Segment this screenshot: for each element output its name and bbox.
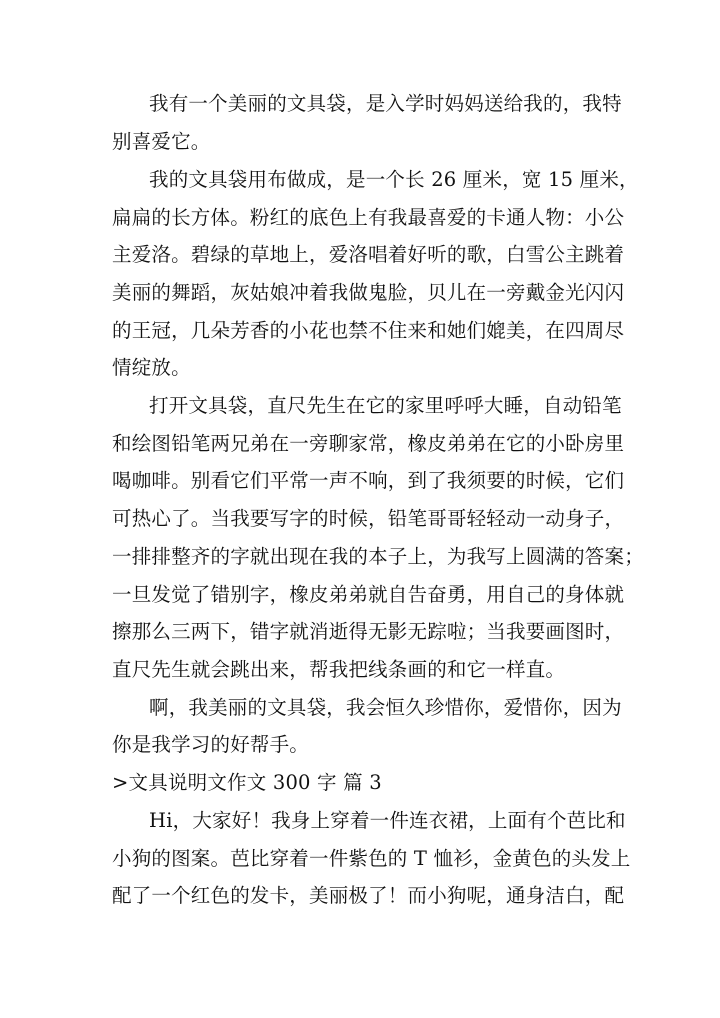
paragraph-3-line-8: 直尺先生就会跳出来，帮我把线条画的和它一样直。 [112, 658, 566, 681]
paragraph-5-line-2: 小狗的图案。芭比穿着一件紫色的 T 恤衫，金黄色的头发上 [112, 847, 631, 870]
paragraph-2-line-3: 主爱洛。碧绿的草地上，爱洛唱着好听的歌，白雪公主跳着 [112, 243, 625, 266]
paragraph-1-line-2: 别喜爱它。 [112, 130, 211, 153]
paragraph-3-line-3: 喝咖啡。别看它们平常一声不响，到了我须要的时候，它们 [112, 469, 625, 492]
paragraph-2-line-2: 扁扁的长方体。粉红的底色上有我最喜爱的卡通人物：小公 [112, 206, 625, 229]
section-heading: >文具说明文作文 300 字 篇 3 [112, 771, 382, 794]
paragraph-2-line-6: 情绽放。 [112, 356, 191, 379]
paragraph-2-line-5: 的王冠，几朵芳香的小花也禁不住来和她们媲美，在四周尽 [112, 319, 625, 342]
paragraph-5-line-1: Hi，大家好！我身上穿着一件连衣裙，上面有个芭比和 [149, 809, 626, 832]
paragraph-2-line-1: 我的文具袋用布做成，是一个长 26 厘米，宽 15 厘米， [149, 168, 639, 191]
paragraph-3-line-7: 擦那么三两下，错字就消逝得无影无踪啦；当我要画图时， [112, 620, 625, 643]
paragraph-3-line-1: 打开文具袋，直尺先生在它的家里呼呼大睡，自动铅笔 [149, 394, 622, 417]
paragraph-3-line-2: 和绘图铅笔两兄弟在一旁聊家常，橡皮弟弟在它的小卧房里 [112, 432, 625, 455]
paragraph-3-line-6: 一旦发觉了错别字，橡皮弟弟就自告奋勇，用自己的身体就 [112, 583, 625, 606]
paragraph-3-line-5: 一排排整齐的字就出现在我的本子上，为我写上圆满的答案； [112, 545, 644, 568]
paragraph-5-line-3: 配了一个红色的发卡，美丽极了！而小狗呢，通身洁白，配 [112, 884, 625, 907]
paragraph-2-line-4: 美丽的舞蹈，灰姑娘冲着我做鬼脸，贝儿在一旁戴金光闪闪 [112, 281, 625, 304]
paragraph-3-line-4: 可热心了。当我要写字的时候，铅笔哥哥轻轻动一动身子， [112, 507, 625, 530]
paragraph-4-line-1: 啊，我美丽的文具袋，我会恒久珍惜你，爱惜你，因为 [149, 696, 622, 719]
paragraph-4-line-2: 你是我学习的好帮手。 [112, 733, 310, 756]
paragraph-1-line-1: 我有一个美丽的文具袋，是入学时妈妈送给我的，我特 [149, 92, 622, 115]
